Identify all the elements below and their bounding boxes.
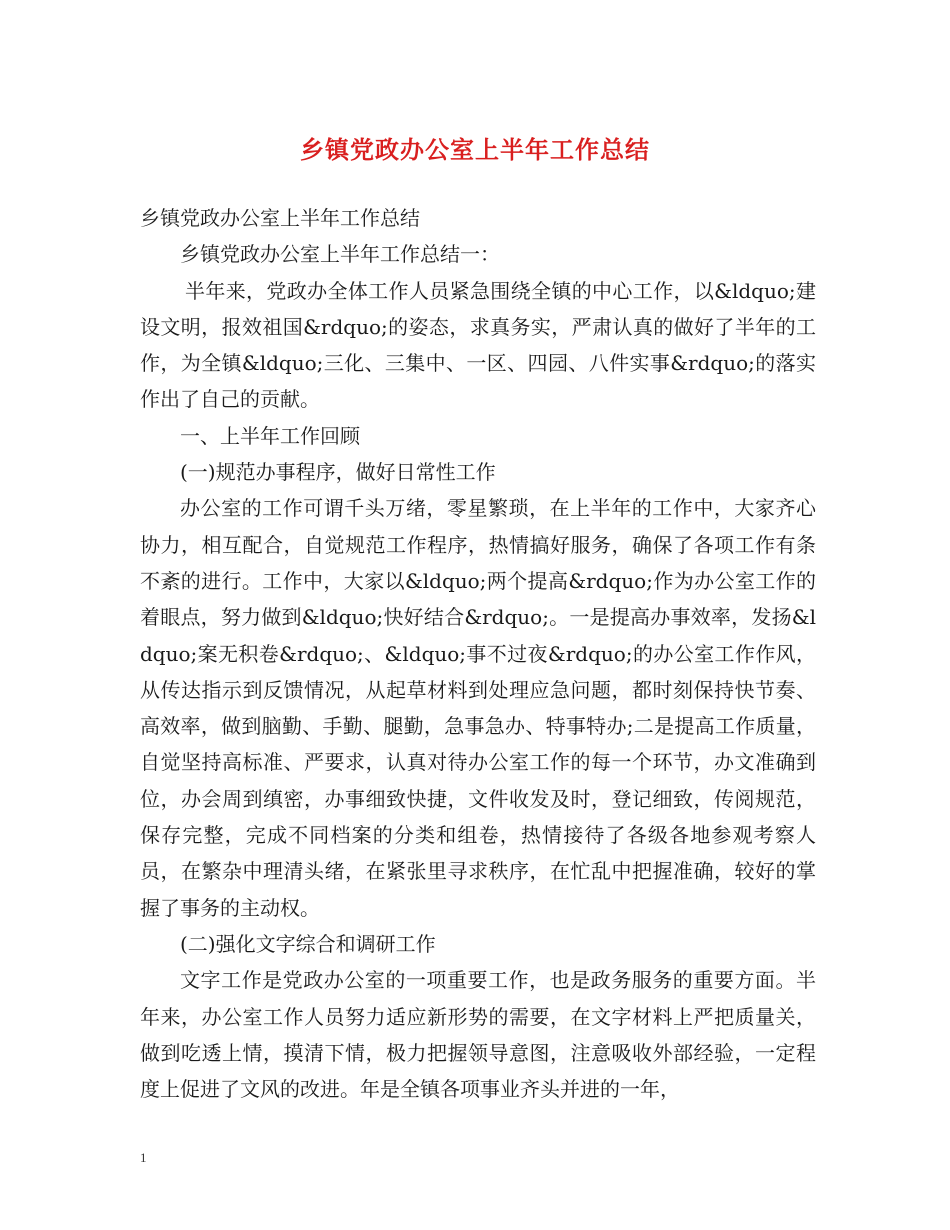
intro-paragraph: 半年来，党政办全体工作人员紧急围绕全镇的中心工作，以&ldquo;建设文明，报效祖国&rdquo;的姿态，求真务实，严肃认真的做好了半年的工作，为全镇&ldquo;三化、三集中、一区、四园、八件实事&rdquo;的落实作出了自己的贡献。 — [140, 278, 816, 412]
item-one-paragraph: 办公室的工作可谓千头万绪，零星繁琐，在上半年的工作中，大家齐心协力，相互配合，自觉规范工作程序，热情搞好服务，确保了各项工作有条不紊的进行。工作中，大家以&ldquo;两个提高&rdquo;作为办公室工作的着眼点，努力做到&ldquo;快好结合&rdquo;。一是提高办事效率，发扬&ldquo;案无积卷&rdquo;、&ldquo;事不过夜&rdquo;的办公室工作作风，从传达指示到反馈情况，从起草材料到处理应急问题，都时刻保持快节奏、高效率，做到脑勤、手勤、腿勤，急事急办、特事特办;二是提高工作质量，自觉坚持高标准、严要求，认真对待办公室工作的每一个环节，办文准确到位，办会周到缜密，办事细致快捷，文件收发及时，登记细致，传阅规范，保存完整，完成不同档案的分类和组卷，热情接待了各级各地参观考察人员，在繁杂中理清头绪，在紧张里寻求秩序，在忙乱中把握准确，较好的掌握了事务的主动权。 — [140, 496, 816, 920]
item-two-heading: (二)强化文字综合和调研工作 — [180, 931, 436, 956]
page-number: 1 — [140, 1150, 147, 1165]
document-title: 乡镇党政办公室上半年工作总结 — [300, 136, 650, 164]
document-body — [140, 200, 816, 1107]
item-one-heading: (一)规范办事程序，做好日常性工作 — [180, 460, 496, 485]
item-two-paragraph: 文字工作是党政办公室的一项重要工作，也是政务服务的重要方面。半年来，办公室工作人员努力适应新形势的需要，在文字材料上严把质量关，做到吃透上情，摸清下情，极力把握领导意图，注意吸收外部经验，一定程度上促进了文风的改进。年是全镇各项事业齐头并进的一年， — [140, 968, 816, 1102]
part-one-heading: 一、上半年工作回顾 — [180, 423, 360, 448]
section-heading: 乡镇党政办公室上半年工作总结一： — [180, 242, 500, 267]
document-subtitle: 乡镇党政办公室上半年工作总结 — [140, 206, 420, 230]
